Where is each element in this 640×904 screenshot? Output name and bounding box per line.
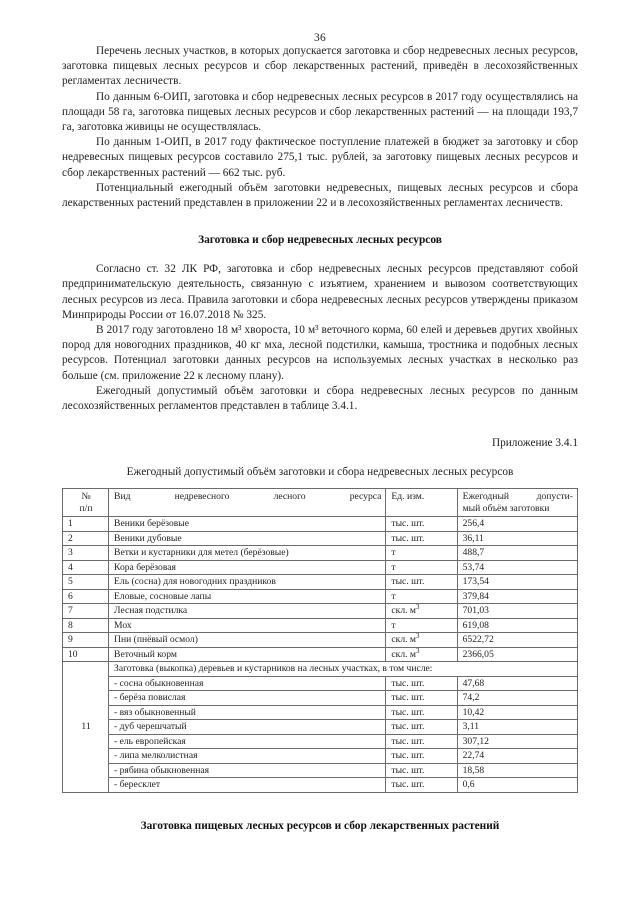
cell-unit <box>386 633 457 648</box>
table-row <box>63 517 578 532</box>
cell-name: - дуб черешчатый <box>109 720 386 735</box>
cell-unit: т <box>386 618 457 633</box>
cell-name: Веточный корм <box>109 647 386 662</box>
table-row <box>63 691 578 706</box>
table-header-row <box>63 489 578 517</box>
table-row <box>63 633 578 648</box>
cell-number: 7 <box>63 604 109 619</box>
cell-name: - рябина обыкновенная <box>109 763 386 778</box>
nonwood-resources-table <box>62 488 578 793</box>
cell-number: 5 <box>63 575 109 590</box>
paragraph-6: В 2017 году заготовлено 18 м³ хвороста, 10 м³ веточного корма, 60 елей и деревьев других хвойных пород для новогодних праздников, 40 кг мха, лесной подстилки, камыша, тростника и подобных лесных ресурсов. Потенциал заготовки данных ресурсов на используемых лесных участках в несколько раз больше (см. приложение 22 к лесному плану). <box>62 324 578 382</box>
page-number: 36 <box>313 32 327 44</box>
appendix-label: Приложение 3.4.1 <box>491 437 578 450</box>
cell-unit-text: скл. м <box>391 648 416 660</box>
cell-value: 379,84 <box>457 589 577 604</box>
cell-value: 488,7 <box>457 546 577 561</box>
cell-name: - берёза повислая <box>109 691 386 706</box>
header-resource-name: Вид недревесного лесного ресурса <box>109 489 386 517</box>
table-caption: Ежегодный допустимый объём заготовки и сбора недревесных лесных ресурсов <box>126 466 514 479</box>
table-row <box>63 720 578 735</box>
table-row <box>63 705 578 720</box>
header-annual-volume <box>457 489 577 517</box>
cell-value: 53,74 <box>457 560 577 575</box>
table-head <box>63 489 578 517</box>
table-row <box>63 734 578 749</box>
cell-unit: тыс. шт. <box>386 763 457 778</box>
cell-name: Пни (пнёвый осмол) <box>109 633 386 648</box>
cell-name: - вяз обыкновенный <box>109 705 386 720</box>
cell-name: Лесная подстилка <box>109 604 386 619</box>
cell-value: 47,68 <box>457 676 577 691</box>
cell-unit: тыс. шт. <box>386 705 457 720</box>
table-row <box>63 778 578 793</box>
cell-group-number: 11 <box>63 662 109 793</box>
header-number <box>63 489 109 517</box>
cell-value: 0,6 <box>457 778 577 793</box>
cell-name: - сосна обыкновенная <box>109 676 386 691</box>
table-body <box>63 517 578 793</box>
cell-number: 1 <box>63 517 109 532</box>
spacer <box>62 480 578 488</box>
cell-unit: т <box>386 560 457 575</box>
cell-value: 3,11 <box>457 720 577 735</box>
header-number-line1: № <box>81 491 91 503</box>
cell-unit <box>386 604 457 619</box>
cell-value: 173,54 <box>457 575 577 590</box>
cell-name: Веники дубовые <box>109 531 386 546</box>
cell-unit: тыс. шт. <box>386 720 457 735</box>
table-row <box>63 531 578 546</box>
cell-unit <box>386 647 457 662</box>
cell-value: 701,03 <box>457 604 577 619</box>
table-row <box>63 604 578 619</box>
cell-number: 9 <box>63 633 109 648</box>
header-annual-volume-line1: Ежегодный допусти- <box>462 491 573 503</box>
cell-unit: тыс. шт. <box>386 734 457 749</box>
table-row <box>63 749 578 764</box>
cell-name: Мох <box>109 618 386 633</box>
cell-name: Ель (сосна) для новогодних праздников <box>109 575 386 590</box>
cell-number: 2 <box>63 531 109 546</box>
header-annual-volume-line2: мый объём заготовки <box>462 502 550 514</box>
spacer <box>62 248 578 262</box>
cell-value: 18,58 <box>457 763 577 778</box>
spacer <box>62 414 578 436</box>
cell-name: Веники берёзовые <box>109 517 386 532</box>
table-row <box>63 575 578 590</box>
table-row <box>63 589 578 604</box>
cell-value: 36,11 <box>457 531 577 546</box>
cell-name: Еловые, сосновые лапы <box>109 589 386 604</box>
cell-unit: тыс. шт. <box>386 691 457 706</box>
cell-value: 307,12 <box>457 734 577 749</box>
paragraph-1: Перечень лесных участков, в которых допускается заготовка и сбор недревесных лесных ресурсов, заготовка пищевых лесных ресурсов и сбор лекарственных растений, приведён в лесохозяйственных регламентах лесничеств. <box>62 45 578 88</box>
cell-value: 74,2 <box>457 691 577 706</box>
cell-value: 256,4 <box>457 517 577 532</box>
header-unit: Ед. изм. <box>386 489 457 517</box>
cell-unit-exponent: 3 <box>416 646 420 655</box>
paragraph-5: Согласно ст. 32 ЛК РФ, заготовка и сбор недревесных лесных ресурсов представляют собой предпринимательскую деятельность, связанную с изъятием, хранением и вывозом соответствующих лесных ресурсов из леса. Правила заготовки и сбора недревесных лесных ресурсов утверждены приказом Минприроды России от 16.07.2018 № 325. <box>62 263 578 321</box>
cell-number: 3 <box>63 546 109 561</box>
cell-value: 6522,72 <box>457 633 577 648</box>
cell-name: - липа мелколистная <box>109 749 386 764</box>
cell-name: Кора берёзовая <box>109 560 386 575</box>
cell-unit-text: скл. м <box>391 605 416 617</box>
table-row <box>63 647 578 662</box>
cell-unit: т <box>386 546 457 561</box>
table-row <box>63 618 578 633</box>
cell-number: 4 <box>63 560 109 575</box>
cell-name: Ветки и кустарники для метел (берёзовые) <box>109 546 386 561</box>
paragraph-4: Потенциальный ежегодный объём заготовки недревесных, пищевых лесных ресурсов и сбора лекарственных растений представлен в приложении 22 и в лесохозяйственных регламентах лесничеств. <box>62 181 578 210</box>
cell-value: 2366,05 <box>457 647 577 662</box>
table-row <box>63 763 578 778</box>
section-heading-food-resources: Заготовка пищевых лесных ресурсов и сбор лекарственных растений <box>140 819 500 832</box>
cell-unit: тыс. шт. <box>386 531 457 546</box>
cell-unit: тыс. шт. <box>386 778 457 793</box>
cell-unit-text: скл. м <box>391 634 416 646</box>
cell-number: 8 <box>63 618 109 633</box>
cell-unit-exponent: 3 <box>416 603 420 612</box>
table-row <box>63 560 578 575</box>
section-heading-nonwood: Заготовка и сбор недревесных лесных ресурсов <box>198 234 442 247</box>
cell-value: 10,42 <box>457 705 577 720</box>
cell-value: 619,08 <box>457 618 577 633</box>
cell-unit: тыс. шт. <box>386 676 457 691</box>
cell-number: 6 <box>63 589 109 604</box>
cell-unit: т <box>386 589 457 604</box>
table-row <box>63 676 578 691</box>
cell-unit-exponent: 3 <box>416 632 420 641</box>
table-row <box>63 546 578 561</box>
cell-unit: тыс. шт. <box>386 749 457 764</box>
paragraph-3: По данным 1-ОИП, в 2017 году фактическое поступление платежей в бюджет за заготовку и сбор недревесных пищевых ресурсов составило 275,1 тыс. рублей, за заготовку пищевых лесных ресурсов и сбор лекарственных растений — 662 тыс. руб. <box>62 136 578 179</box>
cell-name: - ель европейская <box>109 734 386 749</box>
cell-number: 10 <box>63 647 109 662</box>
paragraph-7: Ежегодный допустимый объём заготовки и сбора недревесных лесных ресурсов по данным лесохозяйственных регламентов представлен в таблице 3.4.1. <box>62 384 578 413</box>
spacer <box>62 451 578 465</box>
cell-group-header: Заготовка (выкопка) деревьев и кустарников на лесных участках, в том числе: <box>109 662 578 677</box>
cell-name: - бересклет <box>109 778 386 793</box>
cell-unit: тыс. шт. <box>386 517 457 532</box>
header-number-line2: п/п <box>79 502 93 514</box>
table-group-header-row <box>63 662 578 677</box>
cell-unit: тыс. шт. <box>386 575 457 590</box>
page-content <box>0 44 640 834</box>
cell-value: 22,74 <box>457 749 577 764</box>
paragraph-2: По данным 6-ОИП, заготовка и сбор недревесных лесных ресурсов в 2017 году осуществлялись на площади 58 га, заготовка пищевых лесных ресурсов и сбор лекарственных растений — на площади 193,7 га, заготовка живицы не осуществлялась. <box>62 90 578 134</box>
spacer <box>62 211 578 233</box>
